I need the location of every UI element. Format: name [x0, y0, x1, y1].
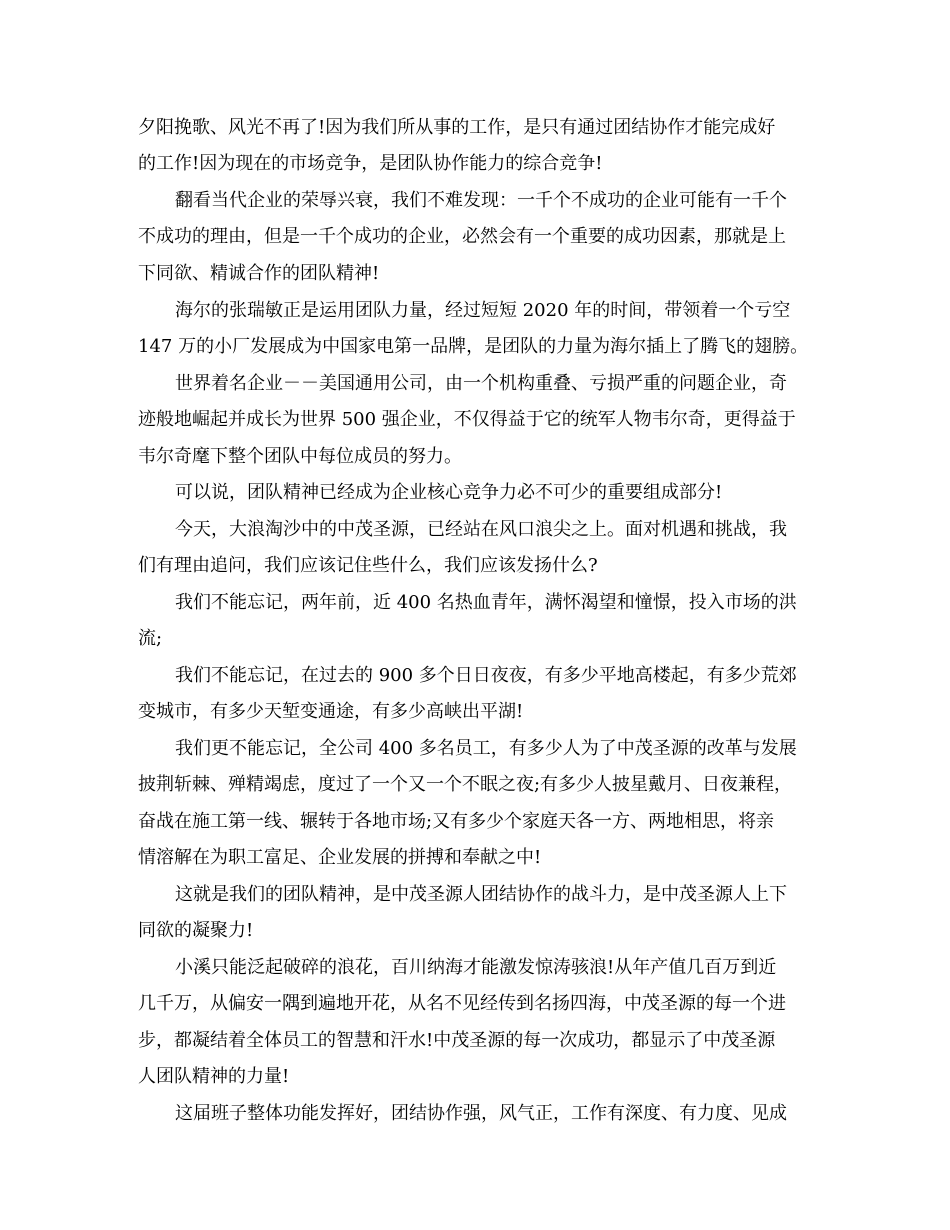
- text-line: 迹般地崛起并成长为世界 500 强企业，不仅得益于它的统军人物韦尔奇，更得益于: [138, 409, 796, 430]
- text-line: 变城市，有多少天堑变通途，有多少高峡出平湖!: [138, 701, 524, 722]
- text-line: 这就是我们的团队精神，是中茂圣源人团结协作的战斗力，是中茂圣源人上下: [175, 884, 787, 905]
- text-line: 海尔的张瑞敏正是运用团队力量，经过短短 2020 年的时间，带领着一个亏空: [175, 300, 791, 321]
- text-line: 我们不能忘记，两年前，近 400 名热血青年，满怀渴望和憧憬，投入市场的洪: [175, 592, 797, 613]
- text-line: 几千万，从偏安一隅到遍地开花，从名不见经传到名扬四海，中茂圣源的每一个进: [138, 993, 786, 1014]
- text-line: 们有理由追问，我们应该记住些什么，我们应该发扬什么?: [138, 555, 598, 576]
- text-line: 韦尔奇麾下整个团队中每位成员的努力。: [138, 446, 462, 467]
- text-line: 下同欲、精诚合作的团队精神!: [138, 263, 380, 284]
- text-line: 我们更不能忘记，全公司 400 多名员工，有多少人为了中茂圣源的改革与发展: [175, 738, 797, 759]
- text-line: 147 万的小厂发展成为中国家电第一品牌，是团队的力量为海尔插上了腾飞的翅膀。: [138, 336, 809, 357]
- text-line: 不成功的理由，但是一千个成功的企业，必然会有一个重要的成功因素，那就是上: [138, 226, 786, 247]
- text-line: 同欲的凝聚力!: [138, 920, 254, 941]
- text-line: 的工作!因为现在的市场竞争，是团队协作能力的综合竞争!: [138, 153, 603, 174]
- text-line: 情溶解在为职工富足、企业发展的拼搏和奉献之中!: [138, 847, 542, 868]
- text-line: 今天，大浪淘沙中的中茂圣源，已经站在风口浪尖之上。面对机遇和挑战，我: [175, 519, 787, 540]
- text-line: 我们不能忘记，在过去的 900 多个日日夜夜，有多少平地高楼起，有多少荒郊: [175, 665, 797, 686]
- text-line: 世界着名企业－－美国通用公司，由一个机构重叠、亏损严重的问题企业，奇: [175, 373, 787, 394]
- text-line: 人团队精神的力量!: [138, 1066, 290, 1087]
- text-line: 夕阳挽歌、风光不再了!因为我们所从事的工作，是只有通过团结协作才能完成好: [138, 117, 776, 138]
- text-line: 步，都凝结着全体员工的智慧和汗水!中茂圣源的每一次成功，都显示了中茂圣源: [138, 1030, 776, 1051]
- text-line: 翻看当代企业的荣辱兴衰，我们不难发现：一千个不成功的企业可能有一千个: [175, 190, 787, 211]
- text-line: 奋战在施工第一线、辗转于各地市场;又有多少个家庭天各一方、两地相思，将亲: [138, 811, 775, 832]
- text-line: 这届班子整体功能发挥好，团结协作强，风气正，工作有深度、有力度、见成: [175, 1103, 787, 1124]
- text-line: 流;: [138, 628, 163, 649]
- text-line: 可以说，团队精神已经成为企业核心竞争力必不可少的重要组成部分!: [175, 482, 723, 503]
- text-line: 披荆斩棘、殚精竭虑，度过了一个又一个不眠之夜;有多少人披星戴月、日夜兼程，: [138, 774, 793, 795]
- text-line: 小溪只能泛起破碎的浪花，百川纳海才能激发惊涛骇浪!从年产值几百万到近: [175, 957, 777, 978]
